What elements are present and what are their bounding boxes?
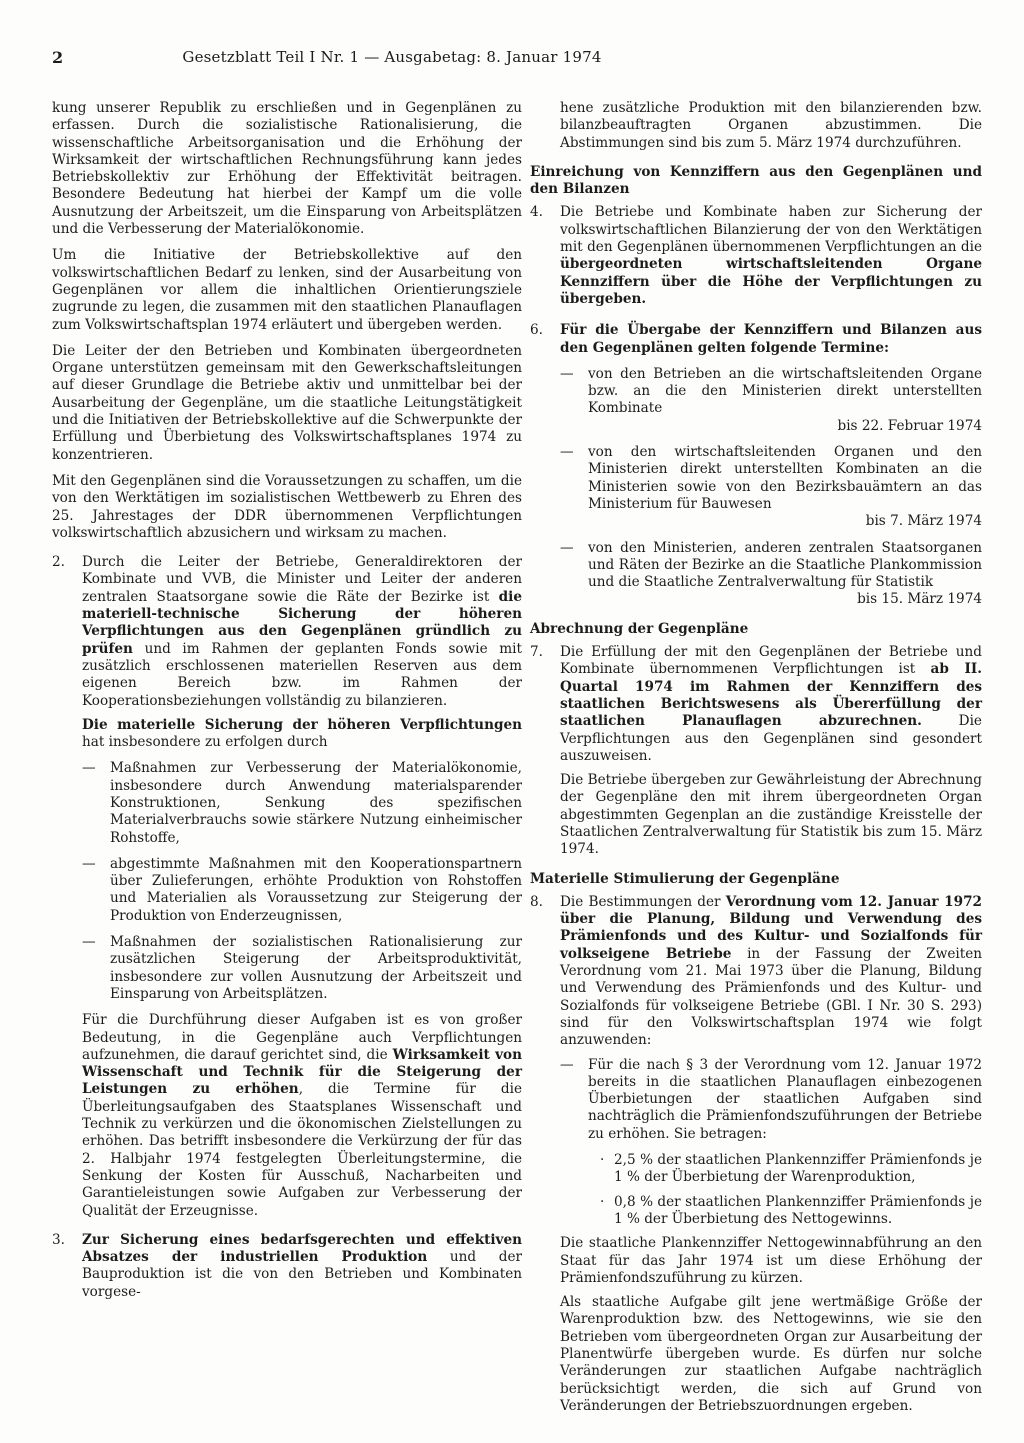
paragraph (560, 204, 982, 308)
deadline-item (530, 366, 982, 435)
paragraph: Mit den Gegenplänen sind die Voraussetzungen zu schaffen, um die von den Werktätigen im sozialistischen Wettbewerb zu Ehren des 25. Jahrestages der DDR übernommenen Verpflichtungen volkswirtschaftlich abzusichern und wirksam zu machen. (52, 472, 522, 541)
dash-list-item (52, 856, 522, 925)
item-number: 6. (530, 322, 543, 339)
text-run: und im Rahmen der geplanten Fonds sowie mit zusätzlich erschlossenen materiellen Reserven aus dem eigenen Bereich bzw. im Rahmen der Kooperationsbeziehungen vollständig zu bilanzieren. (82, 640, 522, 709)
list-item-text: Maßnahmen der sozialistischen Rationalisierung zur zusätzlichen Steigerung der Arbeitsproduktivität, insbesondere zur vollen Ausnutzung der Arbeitszeit und Einsparung von Arbeitsplätzen. (110, 934, 522, 1002)
section-heading: Materielle Stimulierung der Gegenpläne (530, 870, 840, 887)
bold-run: Verordnung vom 12. Januar 1972 über die Planung, Bildung und Verwendung des Prämienfonds und des Kultur- und Sozialfonds für volkseigene Betriebe (560, 893, 982, 962)
numbered-item-4 (530, 204, 982, 308)
paragraph: Die staatliche Plankennziffer Nettogewinnabführung an den Staat für das Jahr 1974 ist um diese Erhöhung der Prämienfondszuführung zu kürzen. (560, 1235, 982, 1286)
paragraph: Die Leiter der den Betrieben und Kombinaten übergeordneten Organe unterstützen gemeinsam mit den Gewerkschaftsleitungen auf dieser Grundlage die Betriebe aktiv und unmittelbar bei der Ausarbeitung der Gegenpläne, um die staatliche Leitungstätigkeit und die Initiativen der Betriebskollektive auf die Schwerpunkte der Erfüllung und Überbietung des Volkswirtschaftsplanes 1974 zu konzentrieren. (52, 342, 522, 463)
deadline-date: bis 22. Februar 1974 (837, 417, 982, 434)
paragraph (82, 554, 522, 710)
paragraph: Als staatliche Aufgabe gilt jene wertmäßige Größe der Warenproduktion bzw. des Nettogewinns, wie sie den Betrieben vom übergeordneten Organ zur Ausarbeitung der Planentwürfe übergeben wurde. Es dürfen nur solche Veränderungen zur staatlichen Aufgabe nachträglich berücksichtigt werden, die sich auf Grund von Veränderungen der Betriebszuordnungen ergeben. (560, 1294, 982, 1414)
numbered-item-7 (530, 644, 982, 859)
page-number: 2 (52, 48, 64, 67)
dash-bullet: — (560, 444, 574, 461)
dash-list-item (52, 760, 522, 846)
dot-bullet: · (600, 1152, 605, 1169)
section-heading: Abrechnung der Gegenpläne (530, 620, 749, 637)
bold-run: übergeordneten wirtschaftsleitenden Organe Kennziffern über die Höhe der Verpflichtungen zu übergeben. (560, 256, 982, 307)
text-run: Die Bestimmungen der (560, 893, 726, 910)
text-run: Durch die Leiter der Betriebe, Generaldirektoren der Kombinate und VVB, die Minister und Leiter der anderen zentralen Staatsorgane sowie die Räte der Bezirke ist (82, 554, 522, 605)
dash-bullet: — (82, 934, 96, 951)
dot-bullet: · (600, 1193, 605, 1210)
dash-list-item (560, 1057, 982, 1143)
numbered-item-6 (530, 322, 982, 357)
bold-run: Für die Übergabe der Kennziffern und Bilanzen aus den Gegenplänen gelten folgende Termine: (560, 322, 982, 356)
dot-list-item (560, 1194, 982, 1229)
text-run: Die Verpflichtungen aus den Gegenplänen sind gesondert auszuweisen. (560, 713, 982, 764)
left-column (52, 100, 522, 1310)
text-run: in der Fassung der Zweiten Verordnung vom 21. Mai 1973 über die Planung, Bildung und Verwendung des Prämienfonds und des Kultur- und Sozialfonds für volkseigene Betriebe (GBl. I Nr. 30 S. 293) sind für den Volkswirtschaftsplan 1974 wie folgt anzuwenden: (560, 945, 982, 1049)
deadline-item (530, 540, 982, 609)
deadline-text: von den Ministerien, anderen zentralen Staatsorganen und Räten der Bezirke an die Staatliche Plankommission und die Staatliche Zentralverwaltung für Statistik (588, 539, 982, 591)
paragraph: hene zusätzliche Produktion mit den bilanzierenden bzw. bilanzbeauftragten Organen abzustimmen. Die Abstimmungen sind bis zum 5. März 1974 durchzuführen. (560, 100, 982, 151)
list-item-text: Für die nach § 3 der Verordnung vom 12. Januar 1972 bereits in die staatlichen Planauflagen einbezogenen Überbietungen der staatlichen Aufgaben sind nachträglich die Prämienfondszuführungen der Betriebe zu erhöhen. Sie betragen: (588, 1056, 982, 1142)
bold-run: Wirksamkeit von Wissenschaft und Technik für die Steigerung der Leistungen zu erhöhen (82, 1046, 523, 1098)
right-column (530, 100, 982, 1424)
deadline-date: bis 15. März 1974 (857, 591, 982, 608)
text-run: , die Termine für die Überleitungsaufgaben des Staatsplanes Wissenschaft und Technik zu verkürzen und die ökonomischen Zielstellungen zu erhöhen. Das betrifft insbesondere die Verkürzung der für das 2. Halbjahr 1974 festgelegten Überleitungstermine, die Senkung der Kosten für Ausschuß, Nacharbeiten und Garantieleistungen sowie Aufgaben zur Verbesserung der Qualität der Erzeugnisse. (82, 1081, 523, 1219)
page-header (52, 48, 732, 74)
deadline-text: von den Betrieben an die wirtschaftsleitenden Organe bzw. an die den Ministerien direkt unterstellten Kombinate (588, 365, 982, 417)
deadline-date: bis 7. März 1974 (865, 513, 982, 530)
item-number: 8. (530, 893, 543, 910)
text-run: hat insbesondere zu erfolgen durch (82, 734, 328, 751)
list-item-text: Maßnahmen zur Verbesserung der Materialökonomie, insbesondere durch Anwendung materialsparender Konstruktionen, Senkung des spezifischen Materialverbrauchs sowie stärkere Nutzung einheimischer Rohstoffe, (110, 760, 522, 846)
running-head: Gesetzblatt Teil I Nr. 1 — Ausgabetag: 8. Januar 1974 (182, 48, 602, 66)
list-item-text: 2,5 % der staatlichen Plankennziffer Prämienfonds je 1 % der Überbietung der Warenproduktion, (614, 1152, 982, 1186)
section-heading: Einreichung von Kennziffern aus den Gegenplänen und den Bilanzen (530, 163, 982, 198)
dash-bullet: — (560, 365, 574, 382)
paragraph: Die Betriebe übergeben zur Gewährleistung der Abrechnung der Gegenpläne den mit ihrem übergeordneten Organ abgestimmten Gegenplan an die zuständige Kreisstelle der Staatlichen Zentralverwaltung für Statistik bis zum 15. März 1974. (560, 772, 982, 858)
dot-list-item (560, 1152, 982, 1187)
bold-run: ab II. Quartal 1974 im Rahmen der Kennziffern des staatlichen Berichtswesens als Übererfüllung der staatlichen Planauflagen abzurechnen. (560, 661, 982, 730)
dash-list-item (52, 934, 522, 1003)
dash-bullet: — (82, 760, 96, 777)
paragraph (82, 1232, 522, 1301)
list-item-text: 0,8 % der staatlichen Plankennziffer Prämienfonds je 1 % der Überbietung des Nettogewinns. (614, 1193, 982, 1227)
bold-run: die materiell-technische Sicherung der höheren Verpflichtungen aus den Gegenplänen gründlich zu prüfen (82, 588, 522, 657)
deadline-item (530, 444, 982, 530)
paragraph (82, 717, 522, 752)
item-number: 2. (52, 554, 65, 571)
deadline-text: von den wirtschaftsleitenden Organen und den Ministerien direkt unterstellten Kombinaten an die Ministerien sowie von den Bezirksbauämtern an das Ministerium für Bauwesen (588, 444, 982, 512)
paragraph (560, 894, 982, 1050)
item-number: 7. (530, 644, 543, 661)
bold-run: Die materielle Sicherung der höheren Verpflichtungen (82, 716, 522, 733)
text-run: Die Betriebe und Kombinate haben zur Sicherung der volkswirtschaftlichen Bilanzierung der von den Werktätigen mit den Gegenplänen übernommenen Verpflichtungen an die (560, 204, 982, 256)
numbered-item-2 (52, 554, 522, 751)
text-run: Die Erfüllung der mit den Gegenplänen der Betriebe und Kombinate übernommenen Verpflichtungen ist (560, 644, 982, 678)
paragraph (560, 644, 982, 765)
paragraph (560, 322, 982, 357)
numbered-item-3 (52, 1232, 522, 1301)
item-number: 4. (530, 204, 543, 221)
paragraph (52, 1012, 522, 1220)
list-item-text: abgestimmte Maßnahmen mit den Kooperationspartnern über Zulieferungen, erhöhte Produktion von Rohstoffen und Materialien als Voraussetzung zur Steigerung der Produktion von Enderzeugnissen, (110, 855, 522, 924)
dash-bullet: — (560, 1056, 574, 1073)
text-run: und der Bauproduktion ist die von den Betrieben und Kombinaten vorgese- (82, 1249, 522, 1300)
numbered-item-8 (530, 894, 982, 1415)
dash-bullet: — (82, 855, 96, 872)
paragraph: kung unserer Republik zu erschließen und in Gegenplänen zu erfassen. Durch die sozialistische Rationalisierung, die wissenschaftliche Arbeitsorganisation und die Erhöhung der Wirksamkeit der wirtschaftlichen Rechnungsführung kann jedes Betriebskollektiv zur Erhöhung der Effektivität beitragen. Besondere Bedeutung hat hierbei der Kampf um die volle Ausnutzung der Arbeitszeit, um die Einsparung von Arbeitsplätzen und die Verbesserung der Materialökonomie. (52, 100, 522, 238)
item-number: 3. (52, 1231, 65, 1248)
bold-run: Zur Sicherung eines bedarfsgerechten und effektiven Absatzes der industriellen Produktion (82, 1231, 522, 1266)
paragraph: Um die Initiative der Betriebskollektive auf den volkswirtschaftlichen Bedarf zu lenken, sind der Ausarbeitung von Gegenplänen vor allem die inhaltlichen Orientierungsziele zugrunde zu legen, die zusammen mit den staatlichen Planauflagen zum Volkswirtschaftsplan 1974 erläutert und übergeben werden. (52, 247, 522, 333)
dash-bullet: — (560, 539, 574, 556)
text-run: Für die Durchführung dieser Aufgaben ist es von großer Bedeutung, in die Gegenpläne auch Verpflichtungen aufzunehmen, die darauf gerichtet sind, die (82, 1012, 522, 1063)
